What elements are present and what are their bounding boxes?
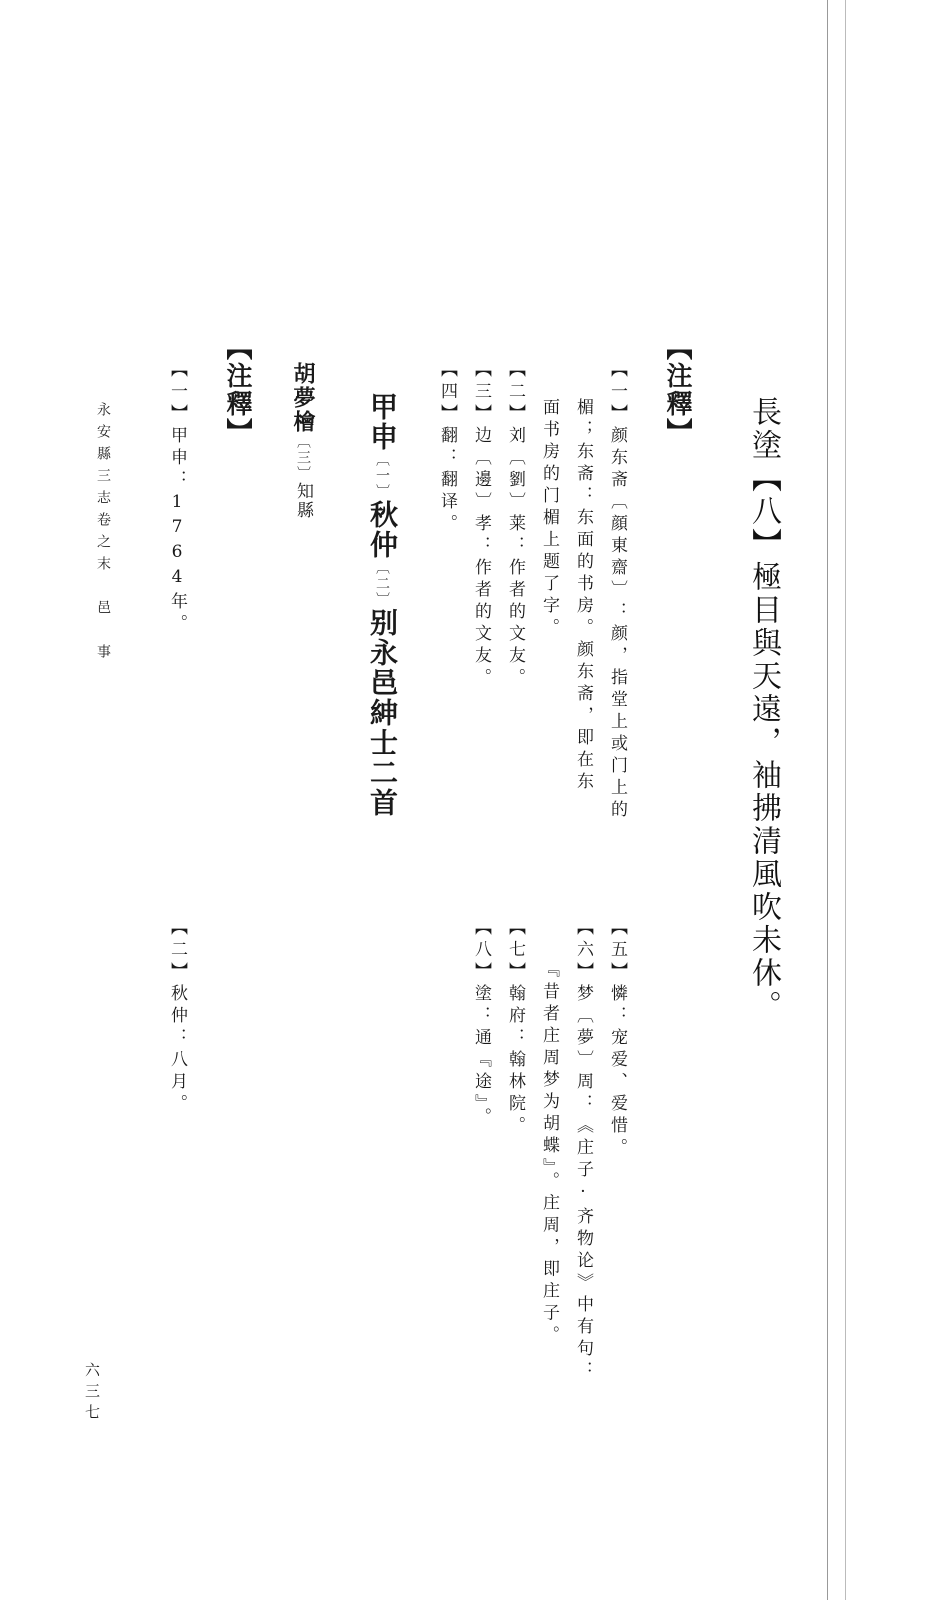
poem-title [366,392,399,818]
author-role: 知縣 [293,482,313,520]
notes-heading-2: 【注釋】 [222,334,252,446]
note-5: 【五】憐：宠爱、爱惜。 [607,918,627,1160]
note-2: 【二】刘〔劉〕莱：作者的文友。 [505,360,525,690]
note-1-line-2: 楣；东斋：东面的书房。颜东斋，即在东 [573,398,593,794]
notes-heading-1: 【注釋】 [662,334,692,446]
note-6-cont: 『昔者庄周梦为胡蝶』。庄周，即庄子。 [539,960,559,1348]
note-8: 【八】塗：通『途』。 [471,918,491,1130]
poem-title-part2: 秋仲 [366,500,399,560]
poem-title-part3: 别永邑紳士二首 [366,608,399,818]
note-6: 【六】梦〔夢〕周：《庄子·齐物论》中有句： [573,918,593,1383]
page-number: 六三七 [83,1362,101,1425]
note-3: 【三】边〔邊〕孝：作者的文友。 [471,360,491,690]
poem-title-part1: 甲申 [366,392,399,452]
poem-title-mark2: 〔二〕 [374,560,390,608]
author-mark: 〔三〕 [295,434,311,482]
note-1-line-3: 面书房的门楣上题了字。 [539,398,559,640]
note2-1: 【一】甲申：1764年。 [167,360,187,636]
poem-title-mark1: 〔一〕 [374,452,390,500]
note-1-line-1: 【一】颜东斋〔顔東齋〕：颜，指堂上或门上的 [607,360,627,822]
note-4: 【四】翻：翻译。 [437,360,457,536]
author-name: 胡夢檜 [290,362,316,434]
page-edge-line-outer [845,0,846,1600]
note-7: 【七】翰府：翰林院。 [505,918,525,1138]
author [292,362,314,520]
note2-2: 【二】秋仲：八月。 [167,918,187,1116]
running-footer: 永安縣三志卷之末 邑 事 [95,402,111,666]
page-edge-line [827,0,828,1600]
poem-line: 長塗【八】極目與天遠，袖拂清風吹未休。 [746,396,781,1023]
